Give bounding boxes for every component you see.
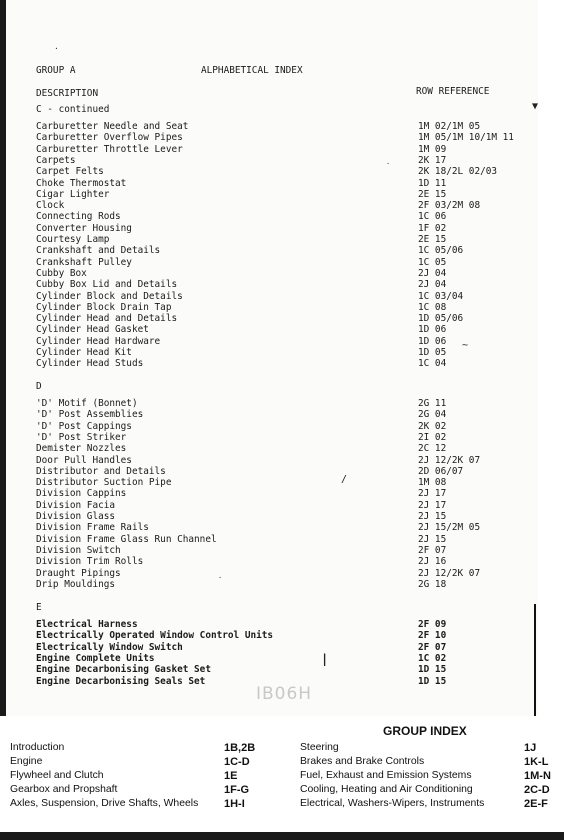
index-entry bbox=[36, 534, 536, 545]
entry-description: Cubby Box Lid and Details bbox=[36, 279, 178, 291]
index-entry bbox=[36, 178, 536, 189]
pen-mark: / bbox=[341, 474, 348, 485]
entry-reference: 2D 06/07 bbox=[418, 465, 464, 477]
index-entry bbox=[36, 432, 536, 443]
entry-reference: 2J 17 bbox=[418, 499, 447, 511]
entry-description: Choke Thermostat bbox=[36, 177, 127, 189]
entry-description: Cubby Box bbox=[36, 267, 87, 279]
entry-description: 'D' Post Assemblies bbox=[36, 409, 144, 421]
entry-description: Division Switch bbox=[36, 544, 121, 556]
index-entry bbox=[36, 313, 536, 324]
entry-reference: 1C 06 bbox=[418, 211, 447, 223]
speck-mark: · bbox=[218, 574, 223, 582]
entry-reference: 2J 16 bbox=[418, 556, 447, 568]
entry-reference: 1F 02 bbox=[418, 222, 447, 234]
entry-reference: 1C 02 bbox=[418, 652, 447, 664]
entry-description: Draught Pipings bbox=[36, 567, 121, 579]
page-title: ALPHABETICAL INDEX bbox=[201, 65, 303, 76]
entry-description: Division Cappins bbox=[36, 488, 127, 500]
group-index-item bbox=[300, 770, 562, 784]
entry-description: Carpet Felts bbox=[36, 166, 104, 178]
index-entry bbox=[36, 336, 536, 347]
entry-description: Carburetter Throttle Lever bbox=[36, 143, 183, 155]
entry-reference: 1M 08 bbox=[418, 477, 447, 489]
group-index-code: 1M-N bbox=[524, 770, 551, 782]
group-index-item bbox=[300, 784, 562, 798]
entry-reference: 2J 15 bbox=[418, 511, 447, 522]
entry-reference: 2J 12/2K 07 bbox=[418, 567, 481, 579]
entry-reference: 1D 06 bbox=[418, 324, 447, 336]
entry-description: 'D' Post Cappings bbox=[36, 420, 132, 432]
group-index-label: Cooling, Heating and Air Conditioning bbox=[300, 784, 473, 795]
entry-reference: 2F 07 bbox=[418, 641, 447, 653]
entry-description: Engine Decarbonising Seals Set bbox=[36, 675, 206, 687]
entry-description: Clock bbox=[36, 200, 65, 212]
arrow-mark-icon: ▼ bbox=[532, 101, 538, 112]
group-index-label: Gearbox and Propshaft bbox=[10, 784, 118, 795]
entry-description: Engine Decarbonising Gasket Set bbox=[36, 664, 211, 676]
group-index-code: 1J bbox=[524, 742, 537, 754]
group-index-item bbox=[300, 756, 562, 770]
group-index-code: 1C-D bbox=[224, 756, 250, 768]
entry-reference: 2K 17 bbox=[418, 154, 447, 166]
entry-reference: 2F 10 bbox=[418, 630, 447, 642]
entry-description: Distributor and Details bbox=[36, 465, 166, 477]
entry-reference: 1D 05/06 bbox=[418, 313, 464, 325]
entry-reference: 2E 15 bbox=[418, 234, 447, 245]
index-entry bbox=[36, 121, 536, 132]
entry-reference: 2J 17 bbox=[418, 488, 447, 500]
entry-description: Crankshaft Pulley bbox=[36, 256, 132, 268]
entry-reference: 1C 04 bbox=[418, 358, 447, 370]
group-index-code: 1F-G bbox=[224, 784, 250, 796]
description-column-header: DESCRIPTION bbox=[36, 88, 99, 99]
entry-description: Division Glass bbox=[36, 511, 116, 522]
section-heading: E bbox=[36, 602, 42, 613]
entry-reference: 1D 15 bbox=[418, 675, 447, 687]
group-index-item bbox=[10, 756, 280, 770]
entry-reference: 1M 02/1M 05 bbox=[418, 121, 481, 132]
group-index-label: Axles, Suspension, Drive Shafts, Wheels bbox=[10, 798, 199, 809]
entry-description: Crankshaft and Details bbox=[36, 245, 161, 257]
group-index-item bbox=[300, 742, 562, 756]
entry-description: Carburetter Overflow Pipes bbox=[36, 132, 183, 144]
index-entry bbox=[36, 477, 536, 488]
entry-description: Demister Nozzles bbox=[36, 443, 127, 455]
index-entry bbox=[36, 522, 536, 533]
entry-description: Electrically Operated Window Control Units bbox=[36, 630, 274, 642]
index-entry bbox=[36, 245, 536, 256]
entry-reference: 2J 15/2M 05 bbox=[418, 522, 481, 534]
entry-reference: 1C 03/04 bbox=[418, 290, 464, 302]
speck-mark: · bbox=[54, 44, 59, 53]
handwritten-note: IB06H bbox=[256, 684, 313, 704]
entry-description: Cylinder Block and Details bbox=[36, 290, 183, 302]
reference-column-header: ROW REFERENCE bbox=[416, 86, 490, 97]
group-index-item bbox=[10, 798, 280, 812]
index-entry bbox=[36, 268, 536, 279]
index-entry bbox=[36, 223, 536, 234]
entry-description: Cylinder Head and Details bbox=[36, 313, 178, 325]
entry-reference: 2G 11 bbox=[418, 398, 447, 409]
entry-reference: 1D 05 bbox=[418, 347, 447, 358]
entry-description: Distributor Suction Pipe bbox=[36, 477, 172, 489]
group-index-item bbox=[10, 784, 280, 798]
entry-description: Cigar Lighter bbox=[36, 188, 110, 200]
entry-reference: 2K 18/2L 02/03 bbox=[418, 166, 498, 178]
section-heading: C - continued bbox=[36, 104, 110, 115]
group-index-label: Brakes and Brake Controls bbox=[300, 756, 425, 767]
entry-description: Drip Mouldings bbox=[36, 578, 116, 590]
index-entry bbox=[36, 257, 536, 268]
index-entry bbox=[36, 579, 536, 590]
entry-reference: 2J 15 bbox=[418, 533, 447, 545]
index-entry bbox=[36, 211, 536, 222]
entry-description: Cylinder Head Hardware bbox=[36, 335, 161, 347]
entry-description: Door Pull Handles bbox=[36, 454, 132, 466]
bottom-border bbox=[0, 832, 564, 840]
group-index-panel bbox=[0, 716, 564, 832]
group-index-label: Flywheel and Clutch bbox=[10, 770, 104, 781]
entry-reference: 1D 06 bbox=[418, 335, 447, 347]
group-index-code: 1H-I bbox=[224, 798, 245, 810]
group-index-label: Electrical, Washers-Wipers, Instruments bbox=[300, 798, 485, 809]
group-index-label: Engine bbox=[10, 756, 43, 767]
index-entry bbox=[36, 421, 536, 432]
entry-reference: 1D 11 bbox=[418, 177, 447, 189]
index-entry bbox=[36, 568, 536, 579]
index-page bbox=[6, 0, 538, 716]
entry-reference: 1C 05/06 bbox=[418, 245, 464, 257]
pen-mark: ~ bbox=[462, 340, 469, 351]
entry-reference: 2K 02 bbox=[418, 420, 447, 432]
group-index-code: 1K-L bbox=[524, 756, 549, 768]
entry-reference: 2G 18 bbox=[418, 578, 447, 590]
entry-description: 'D' Post Striker bbox=[36, 431, 127, 443]
index-entry bbox=[36, 302, 536, 313]
entry-reference: 1M 09 bbox=[418, 143, 447, 155]
entry-description: Electrically Window Switch bbox=[36, 641, 183, 653]
index-entry bbox=[36, 443, 536, 454]
group-index-label: Steering bbox=[300, 742, 339, 753]
entry-reference: 1D 15 bbox=[418, 664, 447, 676]
entry-reference: 2I 02 bbox=[418, 431, 447, 443]
index-entry bbox=[36, 545, 536, 556]
entry-description: 'D' Motif (Bonnet) bbox=[36, 398, 138, 409]
index-entry bbox=[36, 500, 536, 511]
entry-description: Division Facia bbox=[36, 499, 116, 511]
index-entry bbox=[36, 398, 536, 409]
index-entry bbox=[36, 653, 536, 664]
index-entry bbox=[36, 358, 536, 369]
page-margin bbox=[538, 0, 564, 720]
index-entry bbox=[36, 234, 536, 245]
group-index-item bbox=[10, 742, 280, 756]
entry-reference: 2F 09 bbox=[418, 619, 447, 630]
entry-reference: 2F 07 bbox=[418, 544, 447, 556]
index-entry bbox=[36, 455, 536, 466]
index-entry bbox=[36, 189, 536, 200]
group-index-code: 2C-D bbox=[524, 784, 550, 796]
group-index-label: Fuel, Exhaust and Emission Systems bbox=[300, 770, 472, 781]
entry-description: Cylinder Head Kit bbox=[36, 347, 132, 358]
group-label: GROUP A bbox=[36, 65, 76, 76]
index-entry bbox=[36, 144, 536, 155]
index-entry bbox=[36, 630, 536, 641]
group-index-title: GROUP INDEX bbox=[383, 724, 467, 738]
entry-description: Courtesy Lamp bbox=[36, 234, 110, 245]
index-entry bbox=[36, 619, 536, 630]
entry-description: Division Frame Glass Run Channel bbox=[36, 533, 217, 545]
pen-mark: | bbox=[321, 652, 329, 666]
index-entry bbox=[36, 166, 536, 177]
group-index-code: 1B,2B bbox=[224, 742, 256, 754]
index-entry bbox=[36, 132, 536, 143]
index-entry bbox=[36, 200, 536, 211]
index-entry bbox=[36, 279, 536, 290]
index-entry bbox=[36, 347, 536, 358]
entry-description: Division Trim Rolls bbox=[36, 556, 144, 568]
group-index-item bbox=[10, 770, 280, 784]
entry-reference: 2C 12 bbox=[418, 443, 447, 455]
index-entry bbox=[36, 664, 536, 675]
entry-reference: 1C 08 bbox=[418, 301, 447, 313]
index-entry bbox=[36, 409, 536, 420]
entry-reference: 1C 05 bbox=[418, 256, 447, 268]
entry-reference: 2J 04 bbox=[418, 279, 447, 291]
speck-mark: · bbox=[386, 160, 391, 168]
entry-description: Electrical Harness bbox=[36, 619, 138, 630]
index-entry bbox=[36, 556, 536, 567]
entry-description: Division Frame Rails bbox=[36, 522, 149, 534]
entry-reference: 2J 12/2K 07 bbox=[418, 454, 481, 466]
index-entry bbox=[36, 466, 536, 477]
entry-reference: 1M 05/1M 10/1M 11 bbox=[418, 132, 514, 144]
entry-description: Converter Housing bbox=[36, 222, 132, 234]
entry-reference: 2G 04 bbox=[418, 409, 447, 421]
entry-description: Carpets bbox=[36, 154, 76, 166]
page-edge-line bbox=[534, 604, 536, 716]
index-entry bbox=[36, 155, 536, 166]
entry-description: Carburetter Needle and Seat bbox=[36, 121, 189, 132]
group-index-code: 2E-F bbox=[524, 798, 548, 810]
entry-reference: 2E 15 bbox=[418, 188, 447, 200]
index-entry bbox=[36, 511, 536, 522]
index-entry bbox=[36, 488, 536, 499]
entry-description: Engine Complete Units bbox=[36, 652, 155, 664]
index-entry bbox=[36, 324, 536, 335]
entry-description: Cylinder Head Gasket bbox=[36, 324, 149, 336]
index-entry bbox=[36, 642, 536, 653]
section-heading: D bbox=[36, 381, 42, 392]
entry-reference: 2F 03/2M 08 bbox=[418, 200, 481, 212]
index-entry bbox=[36, 291, 536, 302]
entry-description: Cylinder Block Drain Tap bbox=[36, 301, 172, 313]
group-index-code: 1E bbox=[224, 770, 238, 782]
entry-reference: 2J 04 bbox=[418, 267, 447, 279]
entry-description: Cylinder Head Studs bbox=[36, 358, 144, 370]
entry-description: Connecting Rods bbox=[36, 211, 121, 223]
group-index-label: Introduction bbox=[10, 742, 65, 753]
group-index-item bbox=[300, 798, 562, 812]
